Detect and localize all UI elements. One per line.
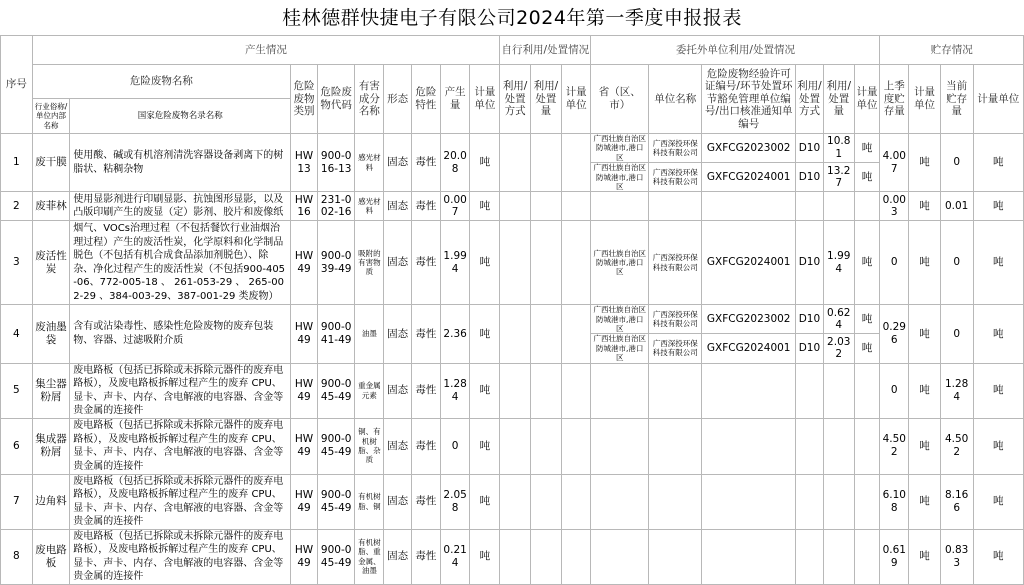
row-self-unit <box>561 474 591 529</box>
row-harmful: 油墨 <box>355 305 384 363</box>
row-unit: 吨 <box>470 418 500 474</box>
row-industry-name: 边角料 <box>32 474 70 529</box>
row-unit: 吨 <box>470 134 500 192</box>
row-ent-company: 广西深投环保科技有限公司 <box>649 305 702 334</box>
row-cur-unit: 吨 <box>973 363 1024 418</box>
row-harmful: 感光材料 <box>355 192 384 221</box>
row-prev-unit: 吨 <box>909 192 941 221</box>
row-unit: 吨 <box>470 192 500 221</box>
row-ent-method <box>796 474 824 529</box>
row-output: 20.08 <box>440 134 470 192</box>
row-ent-method: D10 <box>796 221 824 305</box>
row-national-name: 废电路板（包括已拆除或未拆除元器件的废弃电路板），及废电路板拆解过程产生的废弃 CPU、显卡、声卡、内存、含电解液的电容器、含金等贵金属的连接件 <box>70 418 291 474</box>
row-harmful: 感光材料 <box>355 134 384 192</box>
table-row <box>1 418 1024 474</box>
header-national-name: 国家危险废物名录名称 <box>70 99 291 134</box>
header-ent-method: 利用/处置方式 <box>796 65 824 134</box>
row-code: 900-045-49 <box>317 363 355 418</box>
row-ent-amount: 0.624 <box>823 305 854 334</box>
header-cur-unit: 计量单位 <box>973 65 1024 134</box>
row-cur-unit: 吨 <box>973 474 1024 529</box>
row-ent-company: 广西深投环保科技有限公司 <box>649 134 702 163</box>
row-output: 0.214 <box>440 529 470 584</box>
row-ent-province: 广西壮族自治区防城港市,港口区 <box>591 221 649 305</box>
row-cur-unit: 吨 <box>973 529 1024 584</box>
row-cur-unit: 吨 <box>973 192 1024 221</box>
row-form: 固态 <box>384 192 412 221</box>
row-prev-unit: 吨 <box>909 529 941 584</box>
row-cur-storage: 4.502 <box>940 418 973 474</box>
row-self-amount <box>530 418 561 474</box>
row-ent-permit: GXFCG2024001 <box>702 221 796 305</box>
row-industry-name: 集尘器粉屑 <box>32 363 70 418</box>
row-ent-unit: 吨 <box>854 134 880 163</box>
row-cur-storage: 8.166 <box>940 474 973 529</box>
row-category: HW49 <box>291 363 318 418</box>
row-ent-method: D10 <box>796 134 824 163</box>
row-code: 900-039-49 <box>317 221 355 305</box>
row-ent-method <box>796 363 824 418</box>
row-national-name: 废电路板（包括已拆除或未拆除元器件的废弃电路板），及废电路板拆解过程产生的废弃 CPU、显卡、声卡、内存、含电解液的电容器、含金等贵金属的连接件 <box>70 363 291 418</box>
row-seq: 8 <box>1 529 33 584</box>
row-code: 900-045-49 <box>317 418 355 474</box>
row-ent-permit: GXFCG2023002 <box>702 134 796 163</box>
row-cur-unit: 吨 <box>973 418 1024 474</box>
row-cur-storage: 0 <box>940 134 973 192</box>
row-ent-amount: 13.27 <box>823 163 854 192</box>
header-ent-unit: 计量单位 <box>854 65 880 134</box>
row-ent-permit: GXFCG2024001 <box>702 163 796 192</box>
row-self-amount <box>530 134 561 192</box>
row-code: 231-002-16 <box>317 192 355 221</box>
row-self-amount <box>530 192 561 221</box>
row-ent-permit <box>702 192 796 221</box>
row-ent-company: 广西深投环保科技有限公司 <box>649 334 702 363</box>
row-cur-unit: 吨 <box>973 305 1024 363</box>
row-code: 900-016-13 <box>317 134 355 192</box>
row-self-method <box>500 418 531 474</box>
header-ent-amount: 利用/处置量 <box>823 65 854 134</box>
row-ent-province: 广西壮族自治区防城港市,港口区 <box>591 163 649 192</box>
row-unit: 吨 <box>470 305 500 363</box>
row-ent-company <box>649 363 702 418</box>
row-cur-storage: 0.833 <box>940 529 973 584</box>
row-self-unit <box>561 529 591 584</box>
row-ent-method: D10 <box>796 334 824 363</box>
header-self-method: 利用/处置方式 <box>500 65 531 134</box>
row-ent-unit: 吨 <box>854 221 880 305</box>
row-ent-province <box>591 363 649 418</box>
row-self-method <box>500 474 531 529</box>
table-row <box>1 134 1024 163</box>
row-output: 1.284 <box>440 363 470 418</box>
row-ent-amount <box>823 474 854 529</box>
header-code: 危险废物代码 <box>317 65 355 134</box>
table-row <box>1 305 1024 334</box>
row-prev-storage: 0.003 <box>880 192 909 221</box>
row-ent-permit <box>702 418 796 474</box>
row-ent-company <box>649 418 702 474</box>
report-table <box>0 35 1024 585</box>
row-ent-province: 广西壮族自治区防城港市,港口区 <box>591 305 649 334</box>
header-output: 产生量 <box>440 65 470 134</box>
row-category: HW49 <box>291 305 318 363</box>
header-produce: 产生情况 <box>32 36 500 65</box>
row-industry-name: 废油墨袋 <box>32 305 70 363</box>
row-seq: 7 <box>1 474 33 529</box>
row-output: 0 <box>440 418 470 474</box>
row-self-unit <box>561 305 591 363</box>
table-row <box>1 363 1024 418</box>
row-ent-amount: 10.81 <box>823 134 854 163</box>
row-self-method <box>500 363 531 418</box>
row-ent-company: 广西深投环保科技有限公司 <box>649 163 702 192</box>
row-seq: 5 <box>1 363 33 418</box>
header-company: 单位名称 <box>649 65 702 134</box>
row-self-method <box>500 192 531 221</box>
header-self-amount: 利用/处置量 <box>530 65 561 134</box>
row-ent-amount <box>823 529 854 584</box>
row-category: HW49 <box>291 474 318 529</box>
row-national-name: 使用显影剂进行印刷显影、抗蚀图形显影，以及凸版印刷产生的废显（定）影剂、胶片和废像纸 <box>70 192 291 221</box>
row-self-method <box>500 305 531 363</box>
row-industry-name: 集成器粉屑 <box>32 418 70 474</box>
row-seq: 1 <box>1 134 33 192</box>
row-hazard: 毒性 <box>412 418 441 474</box>
row-ent-amount <box>823 192 854 221</box>
row-category: HW49 <box>291 221 318 305</box>
header-self-use: 自行利用/处置情况 <box>500 36 591 65</box>
header-seq: 序号 <box>1 36 33 134</box>
row-ent-unit: 吨 <box>854 305 880 334</box>
row-ent-company: 广西深投环保科技有限公司 <box>649 221 702 305</box>
header-unit: 计量单位 <box>470 65 500 134</box>
row-ent-company <box>649 529 702 584</box>
header-cur-storage: 当前贮存量 <box>940 65 973 134</box>
row-self-unit <box>561 192 591 221</box>
row-ent-unit <box>854 474 880 529</box>
row-self-amount <box>530 529 561 584</box>
row-ent-amount: 1.994 <box>823 221 854 305</box>
row-ent-unit <box>854 418 880 474</box>
header-self-unit: 计量单位 <box>561 65 591 134</box>
row-ent-unit: 吨 <box>854 163 880 192</box>
row-form: 固态 <box>384 134 412 192</box>
row-unit: 吨 <box>470 221 500 305</box>
row-form: 固态 <box>384 221 412 305</box>
row-ent-company <box>649 474 702 529</box>
row-hazard: 毒性 <box>412 192 441 221</box>
row-self-method <box>500 221 531 305</box>
header-hazard: 危险特性 <box>412 65 441 134</box>
row-self-method <box>500 134 531 192</box>
row-ent-method <box>796 418 824 474</box>
row-ent-province <box>591 192 649 221</box>
row-ent-method: D10 <box>796 163 824 192</box>
row-hazard: 毒性 <box>412 221 441 305</box>
row-form: 固态 <box>384 474 412 529</box>
row-hazard: 毒性 <box>412 134 441 192</box>
header-industry-name: 行业俗称/单位内部名称 <box>32 99 70 134</box>
row-self-unit <box>561 418 591 474</box>
row-harmful: 重金属元素 <box>355 363 384 418</box>
row-hazard: 毒性 <box>412 305 441 363</box>
header-prev-storage: 上季度贮存量 <box>880 65 909 134</box>
row-category: HW49 <box>291 529 318 584</box>
row-form: 固态 <box>384 529 412 584</box>
row-prev-unit: 吨 <box>909 418 941 474</box>
row-prev-unit: 吨 <box>909 474 941 529</box>
row-seq: 6 <box>1 418 33 474</box>
row-national-name: 使用酸、碱或有机溶剂清洗容器设备剥离下的树脂状、粘稠杂物 <box>70 134 291 192</box>
row-prev-unit: 吨 <box>909 305 941 363</box>
row-prev-storage: 0 <box>880 363 909 418</box>
row-self-amount <box>530 221 561 305</box>
row-hazard: 毒性 <box>412 529 441 584</box>
row-national-name: 废电路板（包括已拆除或未拆除元器件的废弃电路板），及废电路板拆解过程产生的废弃 CPU、显卡、声卡、内存、含电解液的电容器、含金等贵金属的连接件 <box>70 474 291 529</box>
row-ent-permit <box>702 474 796 529</box>
row-seq: 3 <box>1 221 33 305</box>
header-permit: 危险废物经验许可证编号/环节处置环节豁免管理单位编号/出口核准通知单编号 <box>702 65 796 134</box>
row-prev-storage: 4.007 <box>880 134 909 192</box>
row-unit: 吨 <box>470 474 500 529</box>
row-category: HW13 <box>291 134 318 192</box>
row-hazard: 毒性 <box>412 363 441 418</box>
row-form: 固态 <box>384 418 412 474</box>
row-ent-unit: 吨 <box>854 334 880 363</box>
row-hazard: 毒性 <box>412 474 441 529</box>
header-province: 省（区、市） <box>591 65 649 134</box>
row-ent-unit <box>854 529 880 584</box>
row-harmful: 铜、有机树脂、杂质 <box>355 418 384 474</box>
row-industry-name: 废干膜 <box>32 134 70 192</box>
row-self-unit <box>561 221 591 305</box>
row-industry-name: 废菲林 <box>32 192 70 221</box>
row-ent-amount <box>823 363 854 418</box>
row-national-name: 烟气、VOCs治理过程（不包括餐饮行业油烟治理过程）产生的废活性炭，化学原料和化学制品脱色（不包括有机合成食品添加剂脱色）、除杂、净化过程产生的废活性炭（不包括900-405-06、772-005-18 、 261-053-29 、 265-002-29 、384-003-29、387-001-29 类废物） <box>70 221 291 305</box>
row-ent-amount <box>823 418 854 474</box>
row-ent-unit <box>854 363 880 418</box>
row-seq: 2 <box>1 192 33 221</box>
row-ent-province <box>591 474 649 529</box>
row-ent-amount: 2.032 <box>823 334 854 363</box>
header-storage-unit: 计量单位 <box>909 65 941 134</box>
row-output: 1.994 <box>440 221 470 305</box>
row-prev-storage: 0.619 <box>880 529 909 584</box>
row-ent-permit: GXFCG2023002 <box>702 305 796 334</box>
row-prev-unit: 吨 <box>909 221 941 305</box>
row-industry-name: 废电路板 <box>32 529 70 584</box>
row-ent-method: D10 <box>796 305 824 334</box>
row-ent-company <box>649 192 702 221</box>
row-unit: 吨 <box>470 363 500 418</box>
row-output: 2.36 <box>440 305 470 363</box>
row-cur-storage: 1.284 <box>940 363 973 418</box>
table-row <box>1 529 1024 584</box>
row-form: 固态 <box>384 305 412 363</box>
row-self-method <box>500 529 531 584</box>
row-self-amount <box>530 363 561 418</box>
row-category: HW49 <box>291 418 318 474</box>
row-national-name: 废电路板（包括已拆除或未拆除元器件的废弃电路板），及废电路板拆解过程产生的废弃 CPU、显卡、声卡、内存、含电解液的电容器、含金等贵金属的连接件 <box>70 529 291 584</box>
row-prev-storage: 4.502 <box>880 418 909 474</box>
row-self-unit <box>561 134 591 192</box>
row-prev-storage: 0.296 <box>880 305 909 363</box>
row-harmful: 吸附的有害物质 <box>355 221 384 305</box>
row-ent-method <box>796 529 824 584</box>
header-waste-name: 危险废物名称 <box>32 65 290 99</box>
header-harmful: 有害成分名称 <box>355 65 384 134</box>
row-code: 900-041-49 <box>317 305 355 363</box>
row-ent-permit: GXFCG2024001 <box>702 334 796 363</box>
row-seq: 4 <box>1 305 33 363</box>
row-harmful: 有机树脂、铜 <box>355 474 384 529</box>
row-ent-province: 广西壮族自治区防城港市,港口区 <box>591 134 649 163</box>
row-harmful: 有机树脂、重金属、油墨 <box>355 529 384 584</box>
row-code: 900-045-49 <box>317 474 355 529</box>
row-ent-permit <box>702 529 796 584</box>
row-self-amount <box>530 474 561 529</box>
row-prev-storage: 6.108 <box>880 474 909 529</box>
row-ent-province <box>591 529 649 584</box>
row-prev-unit: 吨 <box>909 134 941 192</box>
row-ent-province: 广西壮族自治区防城港市,港口区 <box>591 334 649 363</box>
row-prev-unit: 吨 <box>909 363 941 418</box>
row-ent-unit <box>854 192 880 221</box>
header-form: 形态 <box>384 65 412 134</box>
row-ent-permit <box>702 363 796 418</box>
row-industry-name: 废活性炭 <box>32 221 70 305</box>
header-entrust: 委托外单位利用/处置情况 <box>591 36 880 65</box>
row-ent-method <box>796 192 824 221</box>
row-prev-storage: 0 <box>880 221 909 305</box>
row-category: HW16 <box>291 192 318 221</box>
row-ent-province <box>591 418 649 474</box>
row-self-amount <box>530 305 561 363</box>
row-cur-unit: 吨 <box>973 134 1024 192</box>
row-cur-unit: 吨 <box>973 221 1024 305</box>
report-title: 桂林德群快捷电子有限公司2024年第一季度申报报表 <box>282 7 742 29</box>
row-self-unit <box>561 363 591 418</box>
row-cur-storage: 0 <box>940 221 973 305</box>
header-storage: 贮存情况 <box>880 36 1024 65</box>
row-cur-storage: 0.01 <box>940 192 973 221</box>
row-form: 固态 <box>384 363 412 418</box>
header-category: 危险废物类别 <box>291 65 318 134</box>
table-row <box>1 221 1024 305</box>
row-code: 900-045-49 <box>317 529 355 584</box>
row-output: 0.007 <box>440 192 470 221</box>
row-unit: 吨 <box>470 529 500 584</box>
table-row <box>1 474 1024 529</box>
table-row <box>1 192 1024 221</box>
row-national-name: 含有或沾染毒性、感染性危险废物的废弃包装物、容器、过滤吸附介质 <box>70 305 291 363</box>
row-cur-storage: 0 <box>940 305 973 363</box>
row-output: 2.058 <box>440 474 470 529</box>
